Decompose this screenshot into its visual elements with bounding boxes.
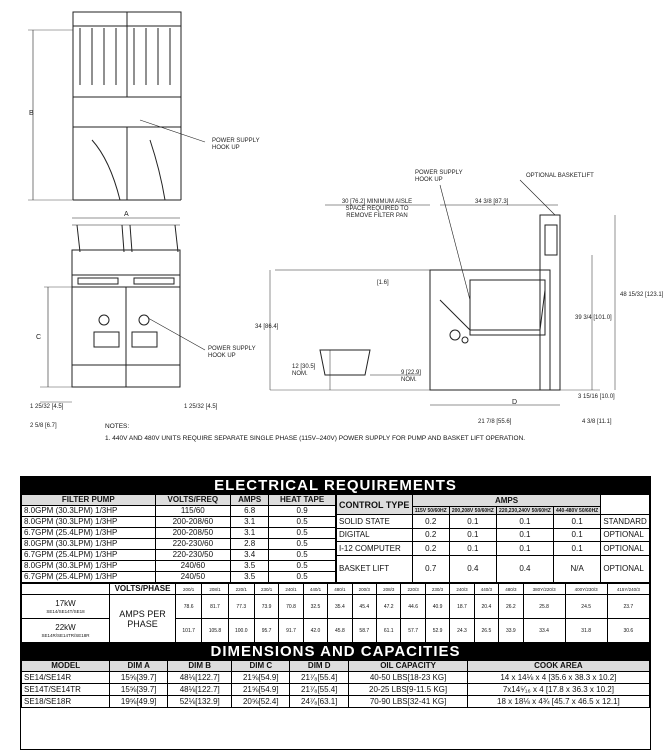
- dim-4-5-right: 1 25/32 [4.5]: [184, 404, 218, 410]
- dim-header: MODEL: [22, 661, 110, 672]
- dim-12: 12 [30.5] NOM.: [292, 364, 316, 377]
- volts-phase-col: 480/3: [499, 584, 523, 595]
- control-cell: 0.1: [496, 528, 553, 542]
- control-cell: 0.4: [449, 555, 496, 582]
- volts-phase-col: 240/1: [279, 584, 303, 595]
- filter-pump-table: [21, 494, 336, 583]
- control-cell: 0.7: [412, 555, 449, 582]
- control-cell: OPTIONAL: [601, 528, 650, 542]
- control-cell: I-12 COMPUTER: [337, 542, 413, 556]
- kw-amp-cell: 57.7: [401, 619, 425, 643]
- kw-amp-cell: 105.8: [202, 619, 228, 643]
- volts-phase-col: 400Y/230/3: [565, 584, 607, 595]
- dim-cell: SE18/SE18R: [22, 696, 110, 708]
- dim-cell: 21⅝[54.9]: [232, 672, 290, 684]
- kw-row: [22, 595, 650, 619]
- control-type-header: CONTROL TYPE: [337, 495, 413, 515]
- kw-amp-cell: 78.6: [176, 595, 202, 619]
- filter-cell: 8.0GPM (30.3LPM) 1/3HP: [22, 506, 156, 517]
- dim-cell: 20-25 LBS[9-11.5 KG]: [349, 684, 468, 696]
- dim-10: 3 15/16 [10.0]: [578, 394, 615, 400]
- kw-amp-cell: 73.9: [254, 595, 278, 619]
- kw-amp-cell: 24.5: [565, 595, 607, 619]
- dim-cell: 48⅛[122.7]: [168, 684, 232, 696]
- filter-cell: 220-230/60: [155, 539, 230, 550]
- power-supply-hookup-label-1: POWER SUPPLY HOOK UP: [212, 138, 260, 151]
- control-type-table: [336, 494, 650, 583]
- volts-phase-label: VOLTS/PHASE: [110, 584, 176, 595]
- control-cell: N/A: [553, 555, 600, 582]
- dimensions-title: DIMENSIONS AND CAPACITIES: [21, 643, 650, 660]
- control-cell: STANDARD: [601, 515, 650, 529]
- kw-amp-cell: 91.7: [279, 619, 303, 643]
- kw-amp-cell: 40.9: [425, 595, 449, 619]
- control-cell: 0.2: [412, 515, 449, 529]
- dim-cell: 21⁷⁄₈[55.4]: [290, 684, 349, 696]
- filter-cell: 6.7GPM (25.4LPM) 1/3HP: [22, 550, 156, 561]
- dim-header: DIM A: [110, 661, 168, 672]
- control-type-body: [337, 515, 650, 583]
- filter-header-amps: AMPS: [231, 495, 269, 506]
- volts-phase-col: 208/3: [377, 584, 401, 595]
- dim-letter-c: C: [36, 334, 42, 341]
- filter-cell: 3.5: [231, 572, 269, 583]
- dim-21: 21 7/8 [55.6]: [478, 419, 512, 425]
- filter-header-pump: FILTER PUMP: [22, 495, 156, 506]
- kw-models: SE14R/SE14TR/SE18R: [41, 633, 90, 638]
- control-cell: 0.1: [496, 542, 553, 556]
- dim-width-top: 34 3/8 [87.3]: [475, 199, 509, 205]
- volts-phase-col: 480/1: [328, 584, 352, 595]
- filter-cell: 0.5: [269, 539, 336, 550]
- kw-label: [22, 619, 110, 643]
- kw-amp-cell: 95.7: [254, 619, 278, 643]
- dim-cell: SE14/SE14R: [22, 672, 110, 684]
- kw-amp-cell: 23.7: [607, 595, 649, 619]
- filter-cell: 8.0GPM (30.3LPM) 1/3HP: [22, 517, 156, 528]
- filter-cell: 0.5: [269, 550, 336, 561]
- spec-sheet: [20, 476, 651, 750]
- dim-6-7: 2 5/8 [6.7]: [30, 423, 57, 429]
- control-cell: 0.4: [496, 555, 553, 582]
- volts-phase-col: 440/3: [474, 584, 498, 595]
- dim-letter-d: D: [512, 399, 518, 406]
- control-row: [337, 515, 650, 529]
- dim-row: [22, 696, 650, 708]
- notes-title: NOTES:: [105, 423, 130, 430]
- filter-pump-body: [22, 506, 336, 583]
- filter-cell: 0.5: [269, 517, 336, 528]
- amps-header: AMPS: [412, 495, 601, 507]
- control-volt-header-220: 220,230,240V 50/60HZ: [496, 507, 553, 515]
- volts-phase-table: [21, 583, 650, 643]
- dim-cell: 14 x 14⅛ x 4 [35.6 x 38.3 x 10.2]: [467, 672, 649, 684]
- control-row: [337, 542, 650, 556]
- control-cell: DIGITAL: [337, 528, 413, 542]
- kw-amp-cell: 81.7: [202, 595, 228, 619]
- top-front-view: [73, 12, 205, 200]
- kw-amp-cell: 24.3: [450, 619, 474, 643]
- filter-cell: 8.0GPM (30.3LPM) 1/3HP: [22, 561, 156, 572]
- kw-amp-cell: 42.0: [303, 619, 327, 643]
- kw-value: 17kW: [55, 599, 76, 608]
- filter-header-heat-tape: HEAT TAPE: [269, 495, 336, 506]
- notes: [105, 423, 526, 442]
- filter-row: [22, 517, 336, 528]
- dim-cell: 70-90 LBS[32-41 KG]: [349, 696, 468, 708]
- optional-basketlift-label: OPTIONAL BASKETLIFT: [526, 173, 594, 179]
- dim-cell: 15⅝[39.7]: [110, 672, 168, 684]
- power-supply-hookup-label-3: POWER SUPPLY HOOK UP: [415, 170, 463, 183]
- filter-row: [22, 528, 336, 539]
- dim-9: 9 [22.9] NOM.: [401, 370, 422, 383]
- filter-row: [22, 550, 336, 561]
- filter-cell: 6.7GPM (25.4LPM) 1/3HP: [22, 572, 156, 583]
- kw-amp-cell: 18.7: [450, 595, 474, 619]
- dim-cell: 21⅝[54.9]: [232, 684, 290, 696]
- amps-per-phase: AMPS PER PHASE: [110, 595, 176, 643]
- kw-amp-cell: 45.4: [352, 595, 376, 619]
- control-cell: SOLID STATE: [337, 515, 413, 529]
- filter-cell: 240/50: [155, 572, 230, 583]
- dim-cell: 20⅝[52.4]: [232, 696, 290, 708]
- kw-amp-cell: 26.2: [499, 595, 523, 619]
- filter-cell: 0.5: [269, 561, 336, 572]
- filter-cell: 0.9: [269, 506, 336, 517]
- dim-header: DIM B: [168, 661, 232, 672]
- kw-amp-cell: 26.5: [474, 619, 498, 643]
- filter-cell: 240/60: [155, 561, 230, 572]
- volts-phase-col: 230/1: [254, 584, 278, 595]
- control-cell: 0.1: [553, 542, 600, 556]
- dim-cell: 24⁷⁄₈[63.1]: [290, 696, 349, 708]
- control-cell: 0.1: [553, 515, 600, 529]
- volts-phase-col: 208/1: [202, 584, 228, 595]
- aisle-space-label: 30 [76.2] MINIMUM AISLE SPACE REQUIRED TO REMOVE FILTER PAN: [341, 199, 413, 219]
- dim-cell: 21⁷⁄₈[55.4]: [290, 672, 349, 684]
- dim-cell: 48⅛[122.7]: [168, 672, 232, 684]
- dim-1-6: [1.6]: [377, 280, 389, 286]
- note-1: 1. 440V AND 480V UNITS REQUIRE SEPARATE SINGLE PHASE (115V–240V) POWER SUPPLY FOR PUMP AND BASKET LIFT OPERATION.: [105, 435, 526, 442]
- dim-cell: 19⅝[49.9]: [110, 696, 168, 708]
- control-cell: 0.1: [449, 528, 496, 542]
- volts-phase-col: 220/1: [228, 584, 254, 595]
- power-supply-hookup-label-2: POWER SUPPLY HOOK UP: [208, 346, 256, 359]
- volts-phase-col: 200/3: [352, 584, 376, 595]
- control-cell: 0.2: [412, 528, 449, 542]
- control-cell: OPTIONAL: [601, 555, 650, 582]
- volts-phase-col: 415Y/240/3: [607, 584, 649, 595]
- filter-cell: 3.1: [231, 528, 269, 539]
- filter-cell: 6.7GPM (25.4LPM) 1/3HP: [22, 528, 156, 539]
- control-volt-header-115: 115V 50/60HZ: [412, 507, 449, 515]
- dim-letter-b: B: [29, 110, 34, 117]
- dim-34: 34 [86.4]: [255, 324, 279, 330]
- filter-cell: 2.8: [231, 539, 269, 550]
- control-cell: 0.2: [412, 542, 449, 556]
- filter-cell: 220-230/50: [155, 550, 230, 561]
- kw-amp-cell: 58.7: [352, 619, 376, 643]
- volts-phase-col: 440/1: [303, 584, 327, 595]
- electrical-upper: [21, 494, 650, 583]
- kw-amp-cell: 44.6: [401, 595, 425, 619]
- control-volt-header-440: 440-480V 50/60HZ: [553, 507, 600, 515]
- control-volt-header-200: 200,208V 50/60HZ: [449, 507, 496, 515]
- dim-row: [22, 672, 650, 684]
- kw-amp-cell: 33.9: [499, 619, 523, 643]
- control-cell: 0.1: [449, 542, 496, 556]
- dim-cell: 40-50 LBS[18-23 KG]: [349, 672, 468, 684]
- dim-row: [22, 684, 650, 696]
- control-cell: BASKET LIFT: [337, 555, 413, 582]
- kw-amp-cell: 20.4: [474, 595, 498, 619]
- middle-front-view: [72, 225, 205, 387]
- kw-amp-cell: 70.8: [279, 595, 303, 619]
- dim-header: OIL CAPACITY: [349, 661, 468, 672]
- control-cell: 0.1: [496, 515, 553, 529]
- kw-amp-cell: 31.8: [565, 619, 607, 643]
- dim-cell: 15⅝[39.7]: [110, 684, 168, 696]
- filter-cell: 200-208/60: [155, 517, 230, 528]
- filter-cell: 3.4: [231, 550, 269, 561]
- filter-cell: 3.1: [231, 517, 269, 528]
- filter-cell: 0.5: [269, 572, 336, 583]
- control-cell: OPTIONAL: [601, 542, 650, 556]
- dim-height-inner: 39 3/4 [101.0]: [575, 315, 612, 321]
- filter-row: [22, 539, 336, 550]
- kw-value: 22kW: [55, 623, 76, 632]
- dim-cell: SE14T/SE14TR: [22, 684, 110, 696]
- kw-models: SE14/SE14T/SE18: [46, 609, 85, 614]
- dim-cell: 52⅛[132.9]: [168, 696, 232, 708]
- volts-phase-col: 200/1: [176, 584, 202, 595]
- kw-amp-cell: 52.9: [425, 619, 449, 643]
- kw-amp-cell: 33.4: [523, 619, 565, 643]
- control-cell: 0.1: [553, 528, 600, 542]
- dim-header: DIM D: [290, 661, 349, 672]
- filter-cell: 200-208/50: [155, 528, 230, 539]
- kw-amp-cell: 100.0: [228, 619, 254, 643]
- filter-cell: 3.5: [231, 561, 269, 572]
- kw-amp-cell: 77.3: [228, 595, 254, 619]
- kw-amp-cell: 32.5: [303, 595, 327, 619]
- dim-header: COOK AREA: [467, 661, 649, 672]
- volts-phase-col: 380Y/220/3: [523, 584, 565, 595]
- dim-header: DIM C: [232, 661, 290, 672]
- filter-cell: 115/60: [155, 506, 230, 517]
- filter-row: [22, 506, 336, 517]
- dim-cell: 7x14⁵⁄₁₆ x 4 [17.8 x 36.3 x 10.2]: [467, 684, 649, 696]
- dimensions-table: [21, 660, 650, 708]
- volts-phase-col: 230/3: [425, 584, 449, 595]
- dim-cell: 18 x 18⅛ x 4¾ [45.7 x 46.5 x 12.1]: [467, 696, 649, 708]
- filter-cell: 6.8: [231, 506, 269, 517]
- dim-height-total: 48 15/32 [123.1]: [620, 292, 664, 298]
- volts-phase-col: 240/3: [450, 584, 474, 595]
- kw-body: [22, 595, 650, 643]
- kw-amp-cell: 45.8: [328, 619, 352, 643]
- filter-row: [22, 561, 336, 572]
- electrical-requirements-title: ELECTRICAL REQUIREMENTS: [21, 477, 650, 494]
- dim-11: 4 3/8 [11.1]: [582, 419, 612, 425]
- filter-cell: 0.5: [269, 528, 336, 539]
- kw-amp-cell: 30.6: [607, 619, 649, 643]
- kw-amp-cell: 35.4: [328, 595, 352, 619]
- volts-phase-col: 220/3: [401, 584, 425, 595]
- kw-amp-cell: 101.7: [176, 619, 202, 643]
- filter-row: [22, 572, 336, 583]
- control-cell: 0.1: [449, 515, 496, 529]
- control-row: [337, 555, 650, 582]
- dim-letter-a: A: [124, 211, 129, 218]
- kw-amp-cell: 47.2: [377, 595, 401, 619]
- kw-amp-cell: 61.1: [377, 619, 401, 643]
- filter-cell: 8.0GPM (30.3LPM) 1/3HP: [22, 539, 156, 550]
- filter-header-volts: VOLTS/FREQ: [155, 495, 230, 506]
- kw-label: [22, 595, 110, 619]
- control-row: [337, 528, 650, 542]
- dim-4-5-left: 1 25/32 [4.5]: [30, 404, 64, 410]
- kw-amp-cell: 25.8: [523, 595, 565, 619]
